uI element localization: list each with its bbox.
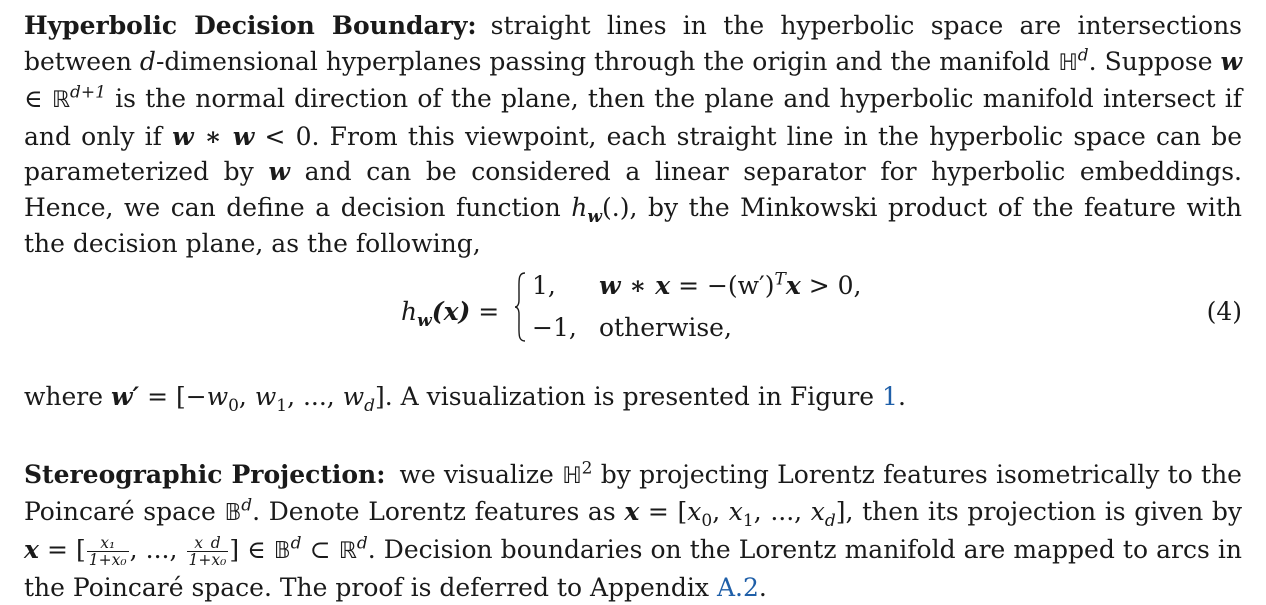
math-x: x	[687, 497, 702, 527]
math-superscript: d	[241, 496, 253, 517]
math-subscript: 1	[742, 511, 754, 532]
appendix-reference-link[interactable]: A.2	[716, 572, 759, 602]
case-1-value: 1,	[532, 271, 556, 301]
paragraph-text: . Decision boundaries on the Lorentz manifold are mapped to arcs	[367, 534, 1210, 564]
paragraph-text: < 0. From this viewpoint, each straight line in the hyperbolic space can be parameterized	[24, 121, 1243, 187]
case-2-value: −1,	[532, 313, 577, 343]
math-subscript: 0	[701, 511, 713, 532]
fraction-denominator: 1+x₀	[188, 550, 227, 569]
math-x: x	[785, 271, 801, 301]
math-argument: (.)	[602, 192, 630, 222]
math-x: x	[624, 497, 640, 527]
math-real-space: ℝ	[51, 87, 70, 114]
math-superscript: T	[774, 269, 786, 290]
math-subscript: d	[364, 396, 375, 417]
equation-number: (4)	[1206, 297, 1242, 327]
section-heading-decision-boundary: Hyperbolic Decision Boundary:	[24, 11, 477, 40]
figure-reference-link[interactable]: 1	[882, 382, 898, 412]
paragraph-text: where	[24, 382, 104, 412]
stereographic-projection-paragraph: Stereographic Projection: we visualize ℍ$^2$ by projecting Lorentz features isometrically to the Poincaré space 𝔹$^d$. Denote Lorentz features as $x = [x_0$, $x_1$, ..., $x_d$], then its projection is given by x = [ $\frac{\text{x₁}}{\text{1+x₀}}$ , ..., $\frac{x\_d}{\text{1+x₀}}$ ] ∈ 𝔹$^d$ ⊂ ℝ$^d$. Decision boundaries on the Lorentz manifold are mapped to arcs in the Poincaré space. The proof is deferred to Appendix A.2.	[24, 458, 1243, 602]
math-d: d	[139, 46, 156, 76]
math-hyperbolic-space: ℍ	[562, 462, 582, 489]
left-brace-icon	[514, 272, 526, 342]
math-w: w	[1220, 46, 1243, 76]
section-heading-stereographic-projection: Stereographic Projection:	[24, 459, 386, 489]
math-subscript: 1	[276, 396, 288, 417]
fraction-numerator: x_d	[187, 535, 229, 552]
paragraph-text: by	[223, 157, 254, 187]
math-w: w	[268, 157, 290, 187]
math-comma: ,	[238, 382, 247, 412]
math-minkowski-product: w ∗ x	[599, 271, 671, 301]
math-w: w	[342, 382, 365, 412]
fraction-1	[87, 535, 129, 569]
equation-4	[24, 265, 1242, 379]
paragraph-text: Poincaré space	[24, 497, 216, 527]
math-subscript: 0	[228, 396, 239, 417]
math-w: w	[206, 382, 229, 412]
fraction-2	[187, 535, 229, 569]
math-expression: = [	[647, 497, 688, 527]
paragraph-text: .	[758, 572, 767, 602]
fraction-denominator: 1+x₀	[88, 550, 127, 569]
paragraph-text: a decision function	[315, 192, 561, 222]
paragraph-text: . Denote Lorentz features as	[252, 497, 616, 527]
case-1-condition	[599, 271, 861, 300]
paper-page	[24, 8, 1242, 605]
paragraph-text: , by the Minkowski product of the feature with the decision plane, as the	[24, 192, 1243, 258]
decision-boundary-paragraph	[24, 8, 1242, 261]
math-superscript: d	[290, 533, 302, 554]
paragraph-text: straight lines in the hyperbolic space are intersections between	[24, 11, 1242, 76]
paragraph-text: if	[144, 121, 162, 151]
paragraph-text: we visualize	[399, 459, 554, 489]
math-minkowski-product: w ∗ w	[172, 121, 255, 151]
paragraph-text: ], then its projection is given by	[835, 497, 1243, 527]
paragraph-text: is the normal direction of the plane, then the plane and hyperbolic manifold intersect if and only	[24, 84, 1242, 151]
equation-lhs	[401, 297, 500, 332]
math-x: x	[24, 534, 39, 564]
case-2-condition: otherwise,	[599, 313, 732, 343]
math-superscript: d	[1077, 45, 1089, 66]
math-x: x	[810, 497, 825, 527]
math-subscript: w	[417, 311, 432, 332]
math-superscript: d	[356, 533, 368, 554]
math-argument: (x)	[431, 297, 471, 327]
math-real-space: ℝ	[338, 537, 357, 564]
math-ellipsis: , ...,	[753, 497, 811, 527]
math-w-prime: w′	[111, 382, 140, 412]
paragraph-text: by projecting Lorentz features isometrically to the	[600, 459, 1242, 489]
math-superscript: 2	[581, 458, 593, 479]
paragraph-text: -dimensional hyperplanes passing through the origin and the manifold	[155, 46, 1051, 76]
paragraph-text: and can be considered a linear separator for hyperbolic embeddings. Hence, we can define	[24, 157, 1243, 222]
math-h: h	[571, 192, 588, 222]
paragraph-text: following,	[355, 228, 481, 258]
math-expression: > 0,	[808, 271, 862, 301]
math-hyperbolic-space: ℍ	[1058, 49, 1078, 76]
paragraph-spacer	[24, 415, 1242, 457]
math-expression: = [−	[147, 382, 207, 412]
math-subscript: d	[824, 511, 836, 532]
math-expression: = −(w′)	[678, 271, 775, 301]
paragraph-text: .	[897, 382, 906, 412]
math-x: x	[728, 497, 743, 527]
math-ellipsis: , ...,	[129, 534, 186, 564]
math-superscript: d+1	[69, 82, 106, 103]
math-expression: ] ∈	[229, 534, 266, 564]
fraction-numerator: x₁	[87, 535, 129, 552]
math-subscript: w	[587, 206, 603, 227]
math-in: ∈	[24, 84, 43, 114]
math-poincare-ball: 𝔹	[224, 500, 242, 527]
math-poincare-ball: 𝔹	[273, 537, 291, 564]
math-ellipsis: , ...,	[287, 382, 343, 412]
math-w: w	[254, 382, 277, 412]
math-h: h	[401, 297, 418, 327]
paragraph-text: in the Poincaré space. The proof is deferred to Appendix	[24, 534, 1242, 602]
paragraph-text: . Suppose	[1088, 46, 1213, 76]
math-expression: = [	[47, 534, 86, 564]
math-equals: =	[478, 297, 500, 327]
math-subset: ⊂	[309, 534, 331, 564]
after-equation-sentence	[24, 379, 1242, 415]
paragraph-text: ]. A visualization is presented in Figure	[375, 382, 875, 412]
